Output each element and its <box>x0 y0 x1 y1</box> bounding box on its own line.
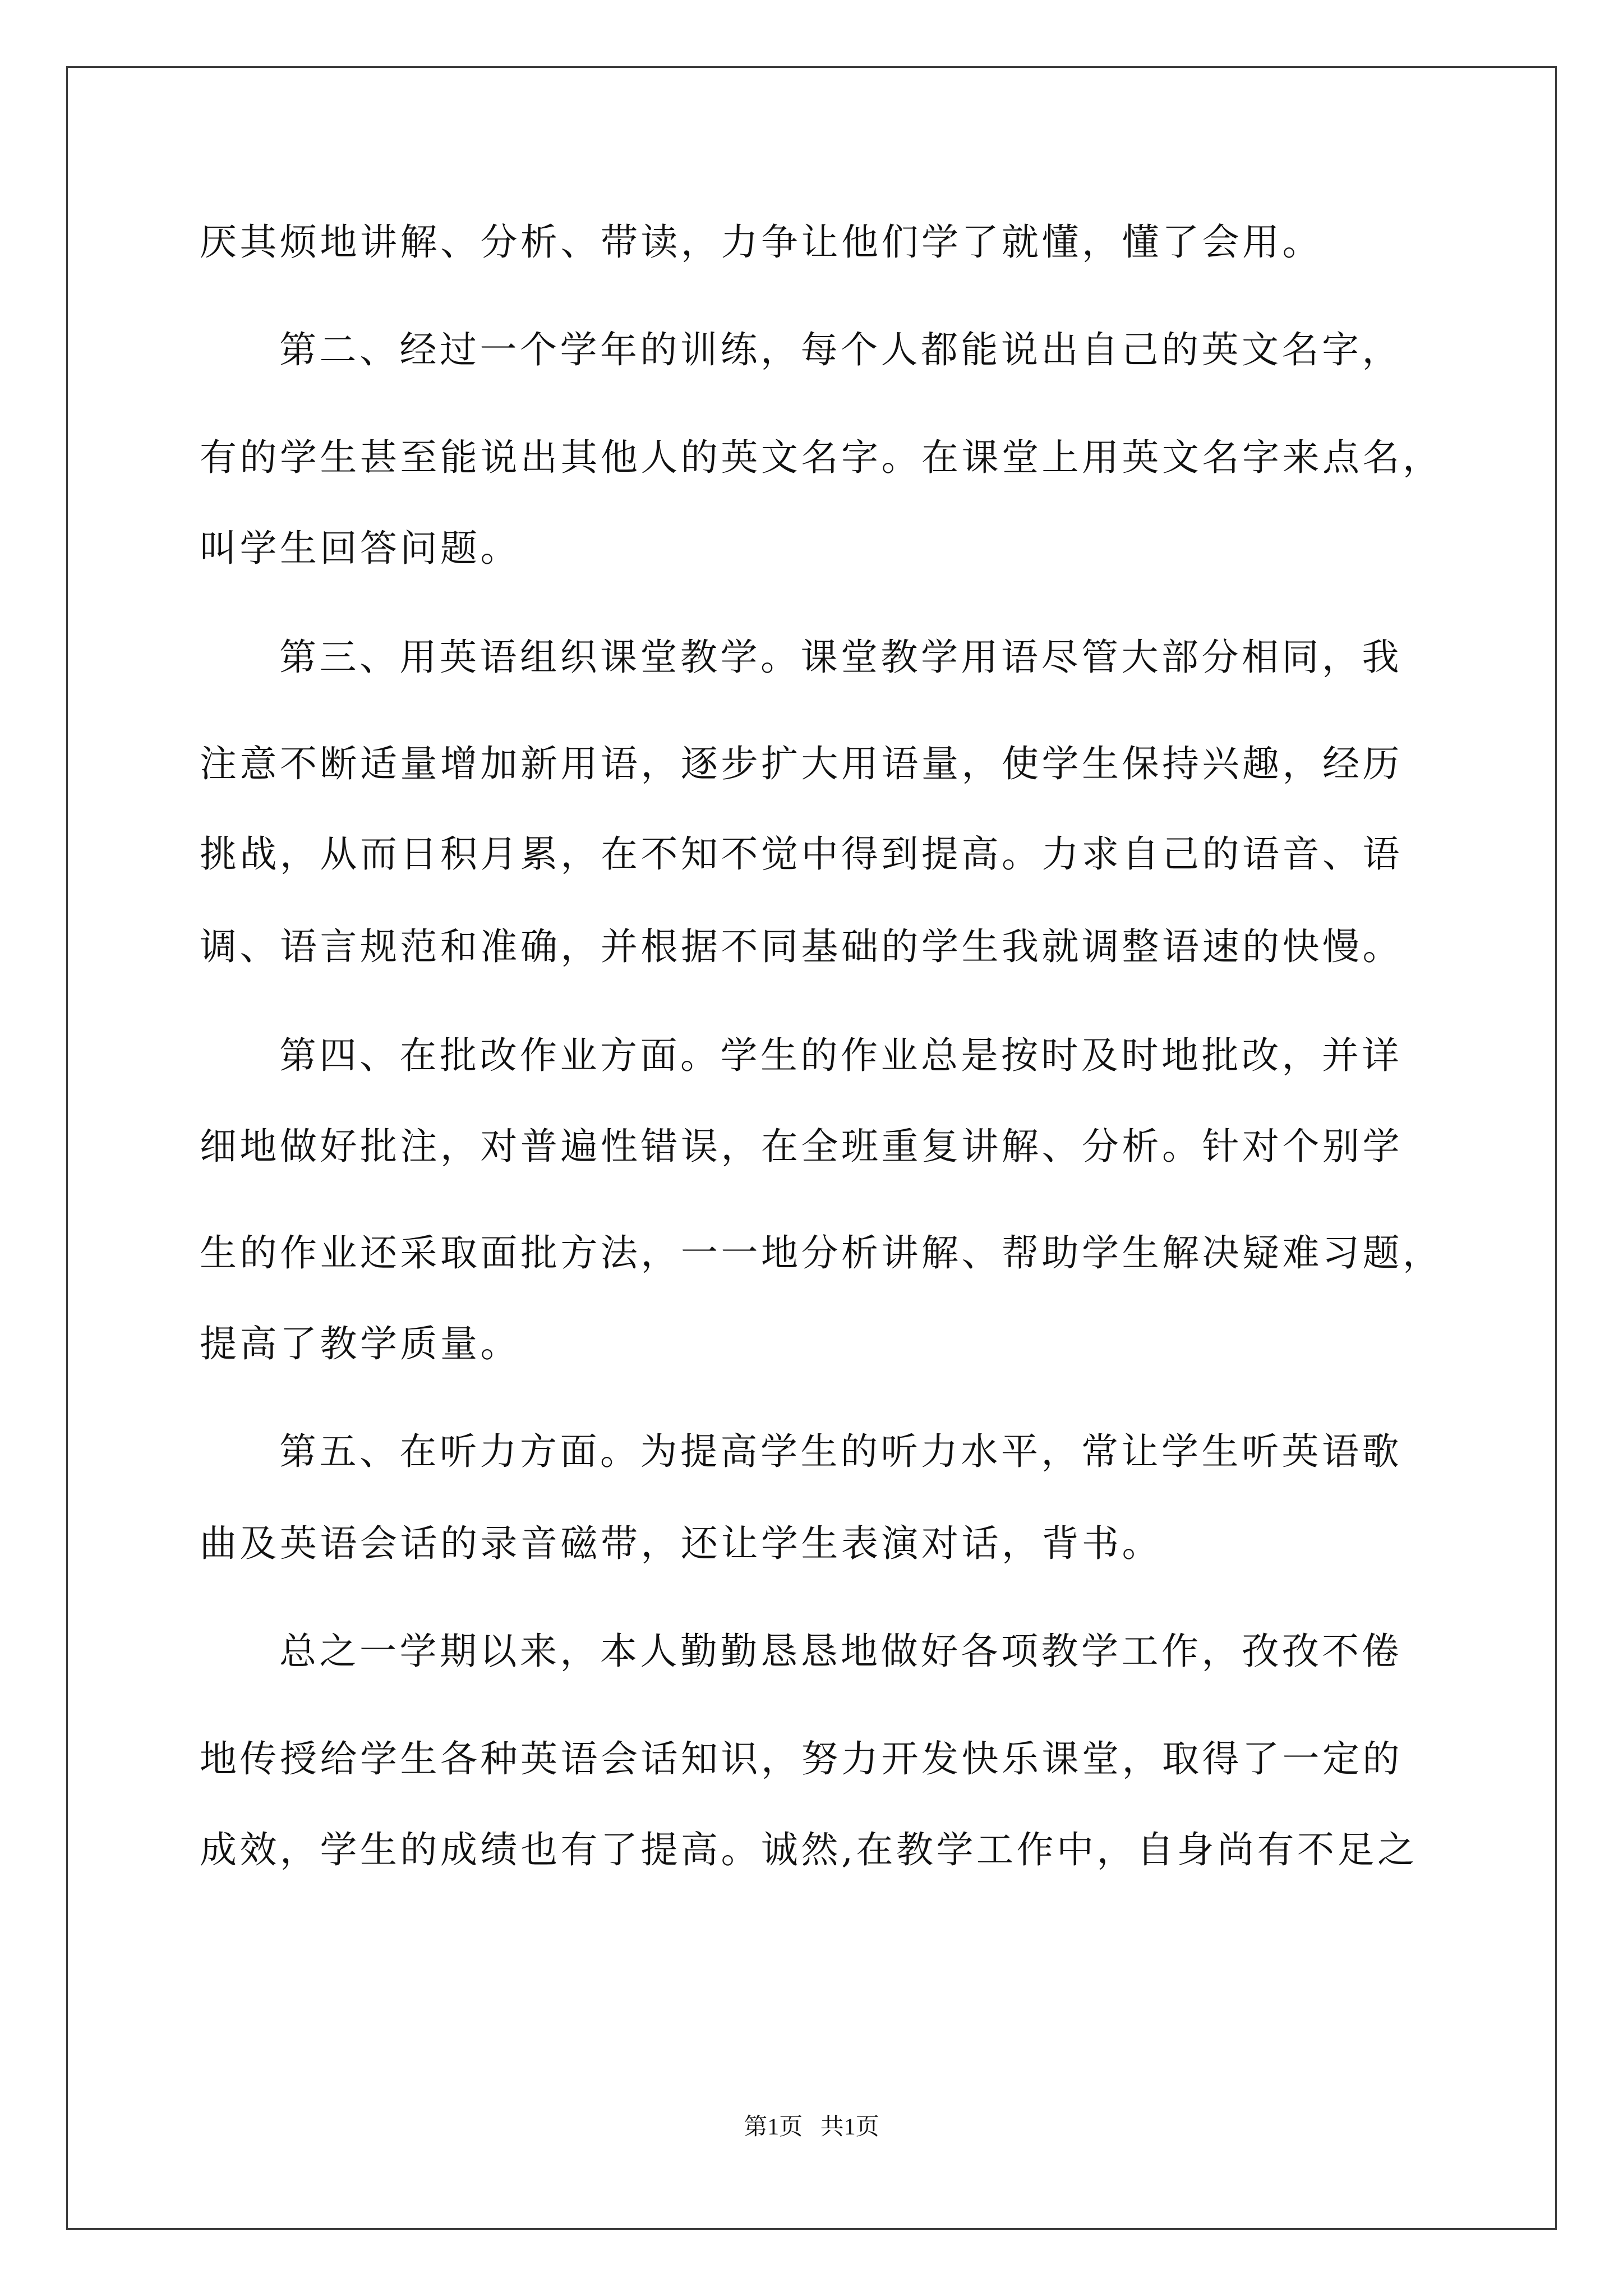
text-line: 成效，学生的成绩也有了提高。诚然,在教学工作中，自身尚有不足之 <box>200 1828 1418 1871</box>
text-line: 地传授给学生各种英语会话知识，努力开发快乐课堂，取得了一定的 <box>200 1737 1403 1780</box>
text-line: 曲及英语会话的录音磁带，还让学生表演对话，背书。 <box>200 1522 1162 1565</box>
text-line: 调、语言规范和准确，并根据不同基础的学生我就调整语速的快慢。 <box>200 925 1403 968</box>
text-line: 厌其烦地讲解、分析、带读，力争让他们学了就懂，懂了会用。 <box>200 220 1322 264</box>
text-line: 有的学生甚至能说出其他人的英文名字。在课堂上用英文名字来点名， <box>200 436 1443 479</box>
text-line: 叫学生回答问题。 <box>200 527 520 570</box>
text-line: 总之一学期以来，本人勤勤恳恳地做好各项教学工作，孜孜不倦 <box>279 1630 1402 1673</box>
text-line: 提高了教学质量。 <box>200 1322 520 1365</box>
text-line: 注意不断适量增加新用语，逐步扩大用语量，使学生保持兴趣，经历 <box>200 742 1403 785</box>
text-line: 生的作业还采取面批方法，一一地分析讲解、帮助学生解决疑难习题， <box>200 1231 1443 1274</box>
text-line: 第三、用英语组织课堂教学。课堂教学用语尽管大部分相同，我 <box>279 636 1402 679</box>
text-line: 第五、在听力方面。为提高学生的听力水平，常让学生听英语歌 <box>279 1430 1402 1473</box>
text-line: 第四、在批改作业方面。学生的作业总是按时及时地批改，并详 <box>279 1034 1402 1077</box>
text-line: 细地做好批注，对普遍性错误，在全班重复讲解、分析。针对个别学 <box>200 1125 1403 1168</box>
text-line: 第二、经过一个学年的训练，每个人都能说出自己的英文名字， <box>279 328 1402 371</box>
text-line: 挑战，从而日积月累，在不知不觉中得到提高。力求自己的语音、语 <box>200 832 1403 876</box>
page-number: 第1页 共1页 <box>744 2114 879 2140</box>
